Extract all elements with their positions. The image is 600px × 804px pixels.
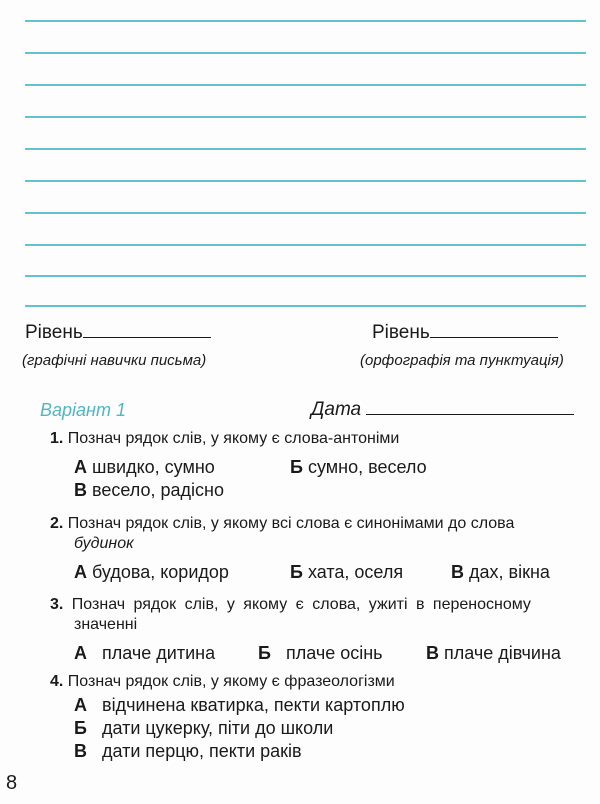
- option-text: дах, вікна: [469, 562, 550, 582]
- level-note: (графічні навички письма): [22, 352, 207, 369]
- option-text: дати перцю, пекти раків: [102, 741, 302, 761]
- option-c[interactable]: [426, 643, 561, 664]
- writing-line[interactable]: [25, 180, 586, 182]
- option-a[interactable]: [74, 643, 215, 664]
- option-b[interactable]: [290, 562, 403, 583]
- question-4: [50, 673, 395, 691]
- question-text-cont: значенні: [74, 616, 138, 633]
- option-a[interactable]: [74, 457, 215, 478]
- option-a[interactable]: [74, 695, 405, 716]
- question-text: Познач рядок слів, у якому є слова-антоніми: [67, 430, 400, 447]
- question-text: Познач рядок слів, у якому всі слова є синонімами до слова: [67, 515, 515, 532]
- question-text: Познач рядок слів, у якому є слова, ужиті в переносному: [71, 596, 531, 613]
- option-letter: Б: [290, 562, 303, 582]
- option-text: відчинена кватирка, пекти картоплю: [102, 695, 405, 715]
- writing-line[interactable]: [25, 305, 586, 307]
- writing-line[interactable]: [25, 84, 586, 86]
- level-note: (орфографія та пунктуація): [360, 352, 564, 369]
- level-spelling: [372, 322, 558, 344]
- option-text: плаче дитина: [102, 643, 216, 663]
- option-text: дати цукерку, піти до школи: [101, 718, 334, 738]
- question-2: [50, 515, 514, 533]
- option-c[interactable]: [451, 562, 550, 583]
- question-1: [50, 430, 399, 448]
- date-field: [311, 399, 574, 421]
- option-text: будова, коридор: [92, 562, 229, 582]
- question-number: 1.: [50, 430, 64, 447]
- option-a[interactable]: [74, 562, 229, 583]
- option-letter: В: [74, 741, 87, 761]
- variant-title: Варіант 1: [40, 400, 126, 420]
- level-blank[interactable]: [83, 337, 211, 338]
- date-label: Дата: [311, 399, 362, 420]
- page-number: 8: [6, 772, 18, 794]
- option-text: швидко, сумно: [92, 457, 215, 477]
- writing-line[interactable]: [25, 212, 586, 214]
- option-text: сумно, весело: [307, 457, 427, 477]
- option-text: хата, оселя: [307, 562, 404, 582]
- option-b[interactable]: [74, 718, 333, 739]
- date-blank[interactable]: [366, 414, 574, 415]
- question-3: [50, 596, 531, 614]
- level-handwriting: [25, 322, 211, 344]
- question-number: 4.: [50, 673, 64, 690]
- option-letter: А: [74, 643, 87, 663]
- option-b[interactable]: [290, 457, 427, 478]
- option-letter: А: [74, 562, 87, 582]
- option-letter: В: [451, 562, 464, 582]
- option-letter: В: [426, 643, 439, 663]
- writing-line[interactable]: [25, 148, 586, 150]
- writing-line[interactable]: [25, 52, 586, 54]
- writing-line[interactable]: [25, 116, 586, 118]
- option-letter: Б: [74, 718, 87, 738]
- option-text: весело, радісно: [92, 480, 224, 500]
- question-number: 2.: [50, 515, 64, 532]
- question-text: Познач рядок слів, у якому є фразеологізми: [67, 673, 395, 690]
- question-number: 3.: [50, 596, 64, 613]
- option-letter: А: [74, 695, 87, 715]
- option-b[interactable]: [258, 643, 383, 664]
- writing-line[interactable]: [25, 244, 586, 246]
- option-letter: В: [74, 480, 87, 500]
- option-letter: А: [74, 457, 87, 477]
- option-letter: Б: [258, 643, 271, 663]
- option-text: плаче дівчина: [444, 643, 561, 663]
- option-c[interactable]: [74, 741, 302, 762]
- writing-line[interactable]: [25, 275, 586, 277]
- level-label: Рівень: [25, 322, 83, 343]
- level-blank[interactable]: [430, 337, 558, 338]
- option-c[interactable]: [74, 480, 224, 501]
- question-keyword: будинок: [74, 535, 134, 552]
- level-label: Рівень: [372, 322, 430, 343]
- writing-line[interactable]: [25, 20, 586, 22]
- option-letter: Б: [290, 457, 303, 477]
- option-text: плаче осінь: [285, 643, 383, 663]
